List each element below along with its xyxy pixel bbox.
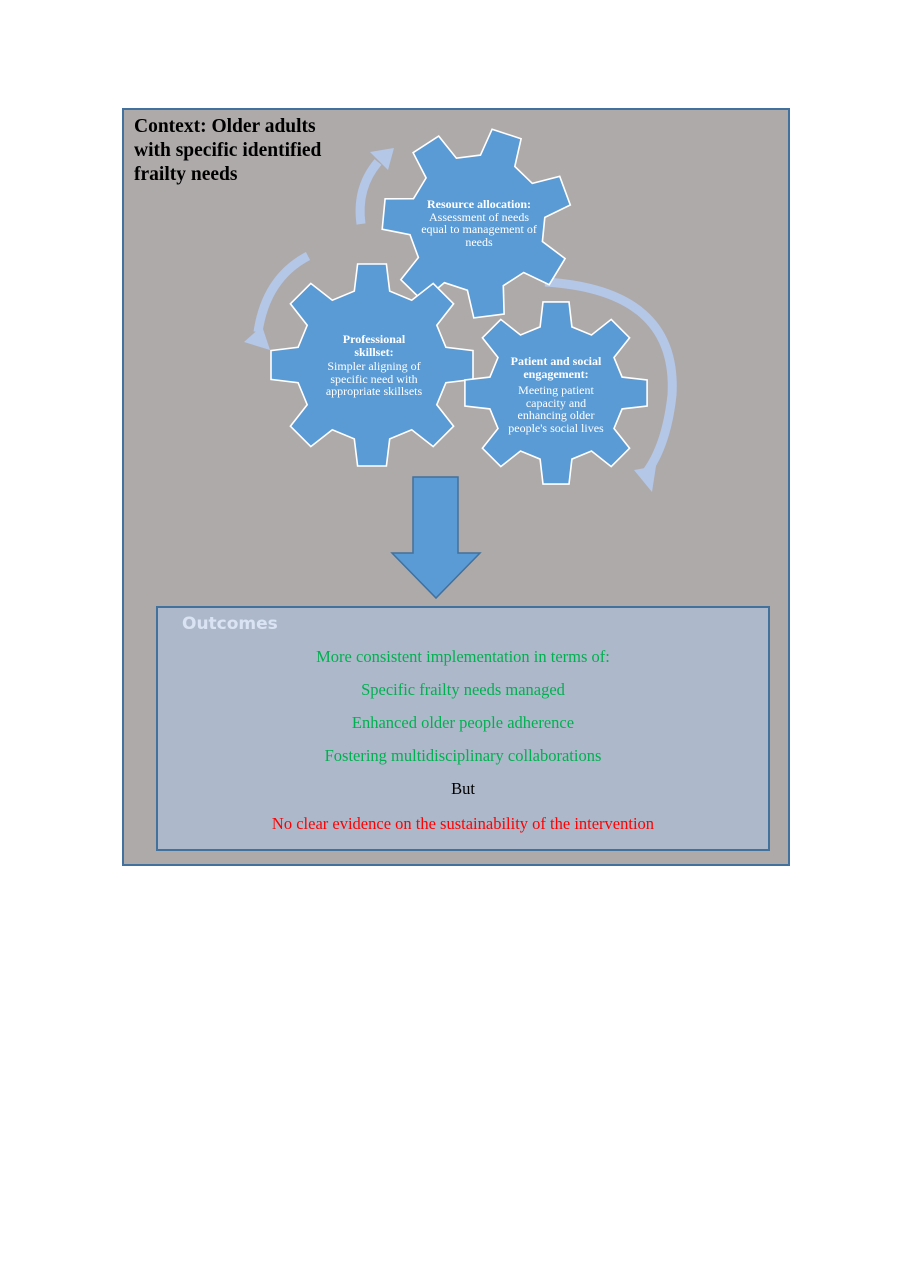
outcome-item: Specific frailty needs managed <box>361 680 565 699</box>
gear-label-resource-allocation <box>420 198 538 248</box>
context-title: Context: Older adults with specific identified frailty needs <box>134 116 322 185</box>
gear-title: Resource allocation: <box>426 197 532 211</box>
outcomes-intro: More consistent implementation in terms of: <box>316 647 610 666</box>
gear-label-patient-social-engagement <box>500 355 612 434</box>
outcomes-caveat: No clear evidence on the sustainability of the intervention <box>271 814 655 833</box>
cycle-arrow-right-head <box>634 466 656 492</box>
gear-title: Patient and social engagement: <box>510 354 602 381</box>
outcome-item: Enhanced older people adherence <box>351 713 575 732</box>
gear-title: Professional skillset: <box>342 332 406 359</box>
cycle-arrow-top-left-band <box>360 162 378 224</box>
gear-label-professional-skillset <box>316 333 432 398</box>
gear-body: Meeting patient capacity and enhancing older people's social lives <box>508 383 604 435</box>
outcomes-title: Outcomes <box>182 614 278 634</box>
outcomes-connector: But <box>451 779 475 798</box>
outcome-item: Fostering multidisciplinary collaborations <box>324 746 602 765</box>
down-arrow <box>392 477 480 598</box>
gear-body: Simpler aligning of specific need with appropriate skillsets <box>325 359 423 398</box>
gear-body: Assessment of needs equal to management of needs <box>421 209 537 249</box>
